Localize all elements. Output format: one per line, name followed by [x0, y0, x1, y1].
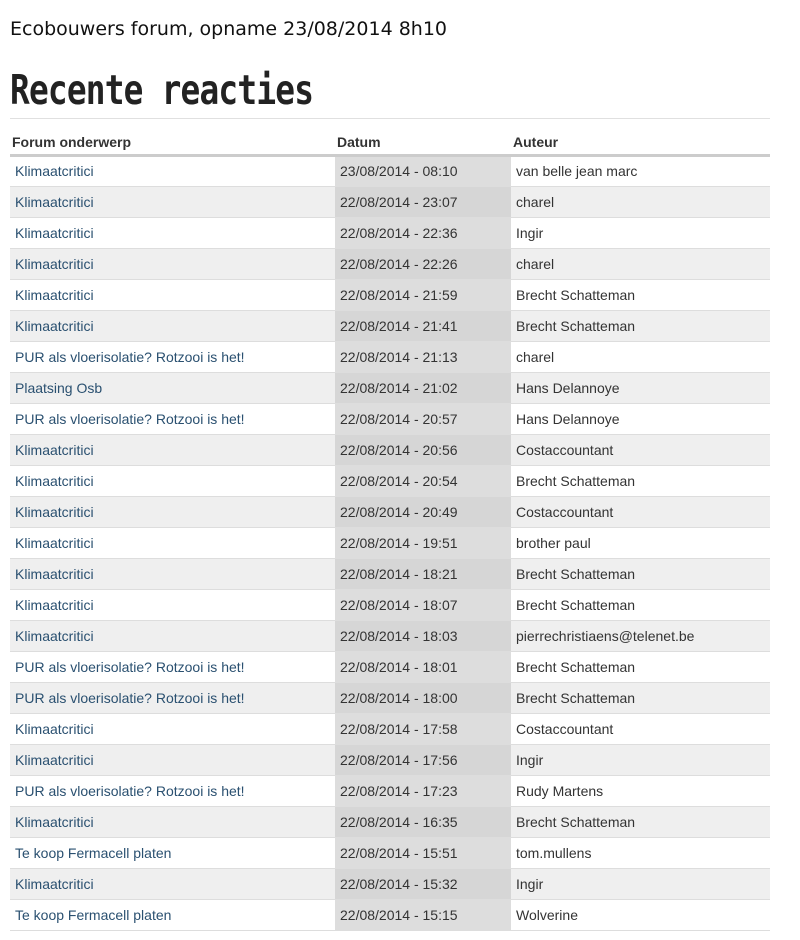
page-title: Recente reacties — [10, 66, 314, 114]
table-row — [10, 527, 770, 558]
author-cell: Brecht Schatteman — [511, 651, 770, 682]
date-cell: 23/08/2014 - 08:10 — [335, 155, 511, 186]
table-body — [10, 155, 770, 930]
date-cell: 22/08/2014 - 15:32 — [335, 868, 511, 899]
author-cell: Brecht Schatteman — [511, 310, 770, 341]
date-cell: 22/08/2014 - 16:35 — [335, 806, 511, 837]
author-cell: charel — [511, 248, 770, 279]
topic-link[interactable]: Klimaatcritici — [15, 875, 94, 892]
author-cell: charel — [511, 186, 770, 217]
table-row — [10, 682, 770, 713]
table-row — [10, 558, 770, 589]
date-cell: 22/08/2014 - 17:58 — [335, 713, 511, 744]
topic-cell — [10, 372, 335, 403]
recent-comments-table — [10, 119, 770, 931]
topic-cell — [10, 217, 335, 248]
author-cell: Brecht Schatteman — [511, 279, 770, 310]
author-cell: Ingir — [511, 744, 770, 775]
table-row — [10, 434, 770, 465]
topic-link[interactable]: Plaatsing Osb — [15, 379, 103, 396]
table-row — [10, 496, 770, 527]
table-header-row — [10, 119, 770, 155]
date-cell: 22/08/2014 - 22:36 — [335, 217, 511, 248]
date-cell: 22/08/2014 - 18:01 — [335, 651, 511, 682]
date-cell: 22/08/2014 - 21:59 — [335, 279, 511, 310]
topic-cell — [10, 744, 335, 775]
topic-cell — [10, 279, 335, 310]
topic-link[interactable]: PUR als vloerisolatie? Rotzooi is het! — [15, 410, 245, 427]
recent-comments-table-container — [10, 118, 770, 931]
date-cell: 22/08/2014 - 17:56 — [335, 744, 511, 775]
table-row — [10, 651, 770, 682]
topic-cell — [10, 837, 335, 868]
table-row — [10, 248, 770, 279]
table-row — [10, 620, 770, 651]
topic-cell — [10, 589, 335, 620]
topic-link[interactable]: Klimaatcritici — [15, 441, 94, 458]
table-row — [10, 465, 770, 496]
topic-cell — [10, 465, 335, 496]
date-cell: 22/08/2014 - 18:21 — [335, 558, 511, 589]
topic-cell — [10, 186, 335, 217]
table-row — [10, 589, 770, 620]
topic-link[interactable]: Klimaatcritici — [15, 286, 94, 303]
topic-cell — [10, 310, 335, 341]
table-row — [10, 806, 770, 837]
date-cell: 22/08/2014 - 21:41 — [335, 310, 511, 341]
topic-link[interactable]: PUR als vloerisolatie? Rotzooi is het! — [15, 658, 245, 675]
topic-link[interactable]: PUR als vloerisolatie? Rotzooi is het! — [15, 782, 245, 799]
topic-cell — [10, 403, 335, 434]
date-cell: 22/08/2014 - 18:07 — [335, 589, 511, 620]
date-cell: 22/08/2014 - 20:56 — [335, 434, 511, 465]
topic-link[interactable]: Klimaatcritici — [15, 534, 94, 551]
table-row — [10, 186, 770, 217]
topic-link[interactable]: Klimaatcritici — [15, 163, 94, 179]
topic-cell — [10, 868, 335, 899]
author-cell: Brecht Schatteman — [511, 589, 770, 620]
column-header-date: Datum — [335, 119, 511, 155]
table-row — [10, 837, 770, 868]
topic-cell — [10, 713, 335, 744]
date-cell: 22/08/2014 - 18:03 — [335, 620, 511, 651]
topic-cell — [10, 558, 335, 589]
topic-cell — [10, 620, 335, 651]
author-cell: Costaccountant — [511, 434, 770, 465]
date-cell: 22/08/2014 - 15:51 — [335, 837, 511, 868]
table-row — [10, 868, 770, 899]
topic-cell — [10, 496, 335, 527]
author-cell: tom.mullens — [511, 837, 770, 868]
table-row — [10, 341, 770, 372]
topic-link[interactable]: Klimaatcritici — [15, 503, 94, 520]
table-row — [10, 744, 770, 775]
author-cell: Hans Delannoye — [511, 403, 770, 434]
author-cell: brother paul — [511, 527, 770, 558]
table-row — [10, 372, 770, 403]
table-row — [10, 155, 770, 186]
topic-link[interactable]: Klimaatcritici — [15, 565, 94, 582]
date-cell: 22/08/2014 - 20:57 — [335, 403, 511, 434]
author-cell: Costaccountant — [511, 713, 770, 744]
author-cell: Brecht Schatteman — [511, 465, 770, 496]
topic-cell — [10, 806, 335, 837]
date-cell: 22/08/2014 - 21:13 — [335, 341, 511, 372]
topic-cell — [10, 651, 335, 682]
column-header-author: Auteur — [511, 119, 770, 155]
topic-cell — [10, 775, 335, 806]
date-cell: 22/08/2014 - 18:00 — [335, 682, 511, 713]
topic-link[interactable]: PUR als vloerisolatie? Rotzooi is het! — [15, 348, 245, 365]
topic-link[interactable]: Te koop Fermacell platen — [15, 906, 172, 923]
date-cell: 22/08/2014 - 20:54 — [335, 465, 511, 496]
author-cell: Brecht Schatteman — [511, 806, 770, 837]
table-row — [10, 310, 770, 341]
topic-cell — [10, 248, 335, 279]
author-cell: Rudy Martens — [511, 775, 770, 806]
topic-cell — [10, 682, 335, 713]
topic-link[interactable]: Klimaatcritici — [15, 472, 94, 489]
column-header-topic: Forum onderwerp — [10, 119, 335, 155]
author-cell: van belle jean marc — [511, 155, 770, 186]
topic-link[interactable]: Klimaatcritici — [15, 255, 94, 272]
topic-cell — [10, 434, 335, 465]
topic-link[interactable]: Klimaatcritici — [15, 627, 94, 644]
screenshot-caption: Ecobouwers forum, opname 23/08/2014 8h10 — [10, 18, 447, 40]
topic-link[interactable]: PUR als vloerisolatie? Rotzooi is het! — [15, 689, 245, 706]
topic-link[interactable]: Klimaatcritici — [15, 224, 94, 241]
author-cell: Brecht Schatteman — [511, 682, 770, 713]
author-cell: Ingir — [511, 868, 770, 899]
topic-cell — [10, 527, 335, 558]
author-cell: Ingir — [511, 217, 770, 248]
author-cell: charel — [511, 341, 770, 372]
author-cell: Hans Delannoye — [511, 372, 770, 403]
date-cell: 22/08/2014 - 23:07 — [335, 186, 511, 217]
table-row — [10, 403, 770, 434]
table-row — [10, 217, 770, 248]
author-cell: Wolverine — [511, 899, 770, 930]
author-cell: Brecht Schatteman — [511, 558, 770, 589]
topic-link[interactable]: Klimaatcritici — [15, 596, 94, 613]
author-cell: pierrechristiaens@telenet.be — [511, 620, 770, 651]
table-header — [10, 119, 770, 155]
topic-cell — [10, 155, 335, 186]
topic-link[interactable]: Klimaatcritici — [15, 193, 94, 210]
date-cell: 22/08/2014 - 15:15 — [335, 899, 511, 930]
topic-link[interactable]: Klimaatcritici — [15, 317, 94, 334]
date-cell: 22/08/2014 - 21:02 — [335, 372, 511, 403]
author-cell: Costaccountant — [511, 496, 770, 527]
topic-link[interactable]: Klimaatcritici — [15, 751, 94, 768]
topic-cell — [10, 899, 335, 930]
table-row — [10, 279, 770, 310]
topic-link[interactable]: Klimaatcritici — [15, 720, 94, 737]
table-row — [10, 713, 770, 744]
topic-link[interactable]: Klimaatcritici — [15, 813, 94, 830]
date-cell: 22/08/2014 - 17:23 — [335, 775, 511, 806]
date-cell: 22/08/2014 - 19:51 — [335, 527, 511, 558]
table-row — [10, 899, 770, 930]
table-row — [10, 775, 770, 806]
topic-link[interactable]: Te koop Fermacell platen — [15, 844, 172, 861]
date-cell: 22/08/2014 - 20:49 — [335, 496, 511, 527]
topic-cell — [10, 341, 335, 372]
date-cell: 22/08/2014 - 22:26 — [335, 248, 511, 279]
